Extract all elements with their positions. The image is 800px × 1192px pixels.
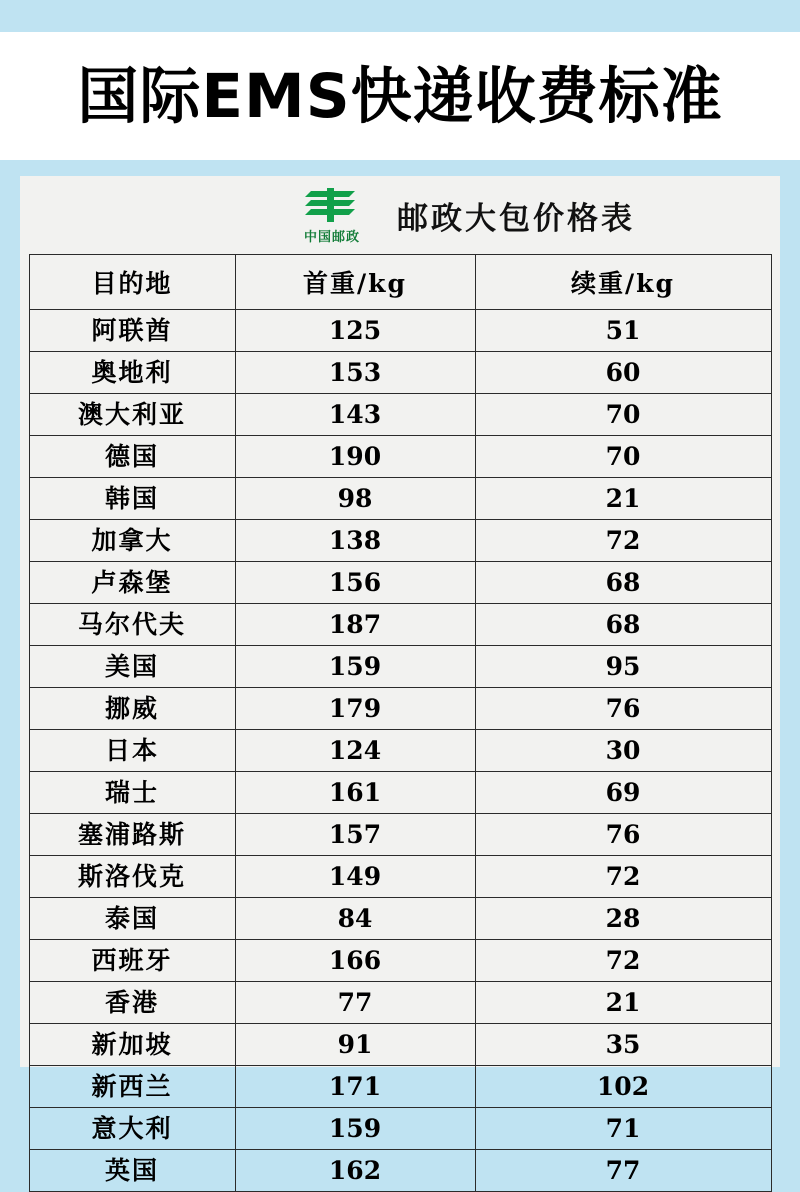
cell-additional-weight-price: 95	[475, 646, 771, 688]
cell-additional-weight-price: 72	[475, 520, 771, 562]
cell-destination: 新加坡	[29, 1024, 235, 1066]
sheet-title: 邮政大包价格表	[397, 200, 635, 237]
table-row	[29, 1108, 771, 1150]
table-row	[29, 982, 771, 1024]
cell-first-weight-price: 162	[235, 1150, 475, 1192]
cell-first-weight-price: 159	[235, 1108, 475, 1150]
cell-first-weight-price: 84	[235, 898, 475, 940]
cell-additional-weight-price: 71	[475, 1108, 771, 1150]
cell-first-weight-price: 138	[235, 520, 475, 562]
cell-additional-weight-price: 76	[475, 814, 771, 856]
cell-destination: 挪威	[29, 688, 235, 730]
cell-destination: 意大利	[29, 1108, 235, 1150]
cell-additional-weight-price: 30	[475, 730, 771, 772]
cell-first-weight-price: 77	[235, 982, 475, 1024]
table-row	[29, 604, 771, 646]
cell-first-weight-price: 159	[235, 646, 475, 688]
cell-first-weight-price: 143	[235, 394, 475, 436]
page-title: 国际EMS快递收费标准	[77, 60, 723, 132]
table-row	[29, 1150, 771, 1192]
table-row	[29, 772, 771, 814]
cell-destination: 澳大利亚	[29, 394, 235, 436]
cell-first-weight-price: 98	[235, 478, 475, 520]
column-header-additional-weight: 续重/kg	[475, 255, 771, 310]
cell-first-weight-price: 171	[235, 1066, 475, 1108]
table-row	[29, 856, 771, 898]
table-row	[29, 1066, 771, 1108]
table-row	[29, 1024, 771, 1066]
table-row	[29, 310, 771, 352]
cell-destination: 加拿大	[29, 520, 235, 562]
cell-destination: 韩国	[29, 478, 235, 520]
cell-additional-weight-price: 21	[475, 982, 771, 1024]
cell-additional-weight-price: 60	[475, 352, 771, 394]
cell-destination: 阿联酋	[29, 310, 235, 352]
cell-first-weight-price: 157	[235, 814, 475, 856]
cell-first-weight-price: 190	[235, 436, 475, 478]
cell-additional-weight-price: 77	[475, 1150, 771, 1192]
price-sheet	[20, 176, 780, 1185]
table-row	[29, 688, 771, 730]
cell-first-weight-price: 149	[235, 856, 475, 898]
column-header-destination: 目的地	[29, 255, 235, 310]
cell-destination: 泰国	[29, 898, 235, 940]
cell-additional-weight-price: 21	[475, 478, 771, 520]
cell-destination: 西班牙	[29, 940, 235, 982]
table-row	[29, 478, 771, 520]
cell-destination: 斯洛伐克	[29, 856, 235, 898]
cell-additional-weight-price: 72	[475, 856, 771, 898]
cell-destination: 德国	[29, 436, 235, 478]
table-row	[29, 646, 771, 688]
cell-additional-weight-price: 70	[475, 436, 771, 478]
cell-additional-weight-price: 28	[475, 898, 771, 940]
table-body	[29, 310, 771, 1192]
cell-first-weight-price: 124	[235, 730, 475, 772]
cell-destination: 新西兰	[29, 1066, 235, 1108]
cell-destination: 卢森堡	[29, 562, 235, 604]
cell-destination: 美国	[29, 646, 235, 688]
cell-additional-weight-price: 68	[475, 604, 771, 646]
cell-first-weight-price: 125	[235, 310, 475, 352]
cell-first-weight-price: 156	[235, 562, 475, 604]
table-row	[29, 940, 771, 982]
table-row	[29, 352, 771, 394]
table-row	[29, 730, 771, 772]
table-row	[29, 562, 771, 604]
cell-additional-weight-price: 70	[475, 394, 771, 436]
price-table	[29, 254, 772, 1192]
column-header-first-weight: 首重/kg	[235, 255, 475, 310]
cell-additional-weight-price: 35	[475, 1024, 771, 1066]
cell-additional-weight-price: 51	[475, 310, 771, 352]
cell-first-weight-price: 153	[235, 352, 475, 394]
cell-destination: 香港	[29, 982, 235, 1024]
table-row	[29, 394, 771, 436]
cell-additional-weight-price: 102	[475, 1066, 771, 1108]
cell-first-weight-price: 179	[235, 688, 475, 730]
cell-destination: 塞浦路斯	[29, 814, 235, 856]
china-post-logo-icon	[303, 186, 361, 224]
cell-additional-weight-price: 69	[475, 772, 771, 814]
cell-destination: 日本	[29, 730, 235, 772]
cell-destination: 奥地利	[29, 352, 235, 394]
cell-first-weight-price: 166	[235, 940, 475, 982]
cell-first-weight-price: 91	[235, 1024, 475, 1066]
table-header-row	[29, 255, 771, 310]
title-banner	[0, 32, 800, 160]
cell-destination: 英国	[29, 1150, 235, 1192]
cell-destination: 马尔代夫	[29, 604, 235, 646]
table-row	[29, 436, 771, 478]
sheet-header	[20, 176, 780, 254]
cell-additional-weight-price: 76	[475, 688, 771, 730]
china-post-logo	[285, 186, 379, 245]
cell-additional-weight-price: 72	[475, 940, 771, 982]
table-row	[29, 520, 771, 562]
cell-destination: 瑞士	[29, 772, 235, 814]
cell-first-weight-price: 187	[235, 604, 475, 646]
cell-additional-weight-price: 68	[475, 562, 771, 604]
table-row	[29, 814, 771, 856]
logo-caption: 中国邮政	[303, 229, 360, 245]
cell-first-weight-price: 161	[235, 772, 475, 814]
table-row	[29, 898, 771, 940]
